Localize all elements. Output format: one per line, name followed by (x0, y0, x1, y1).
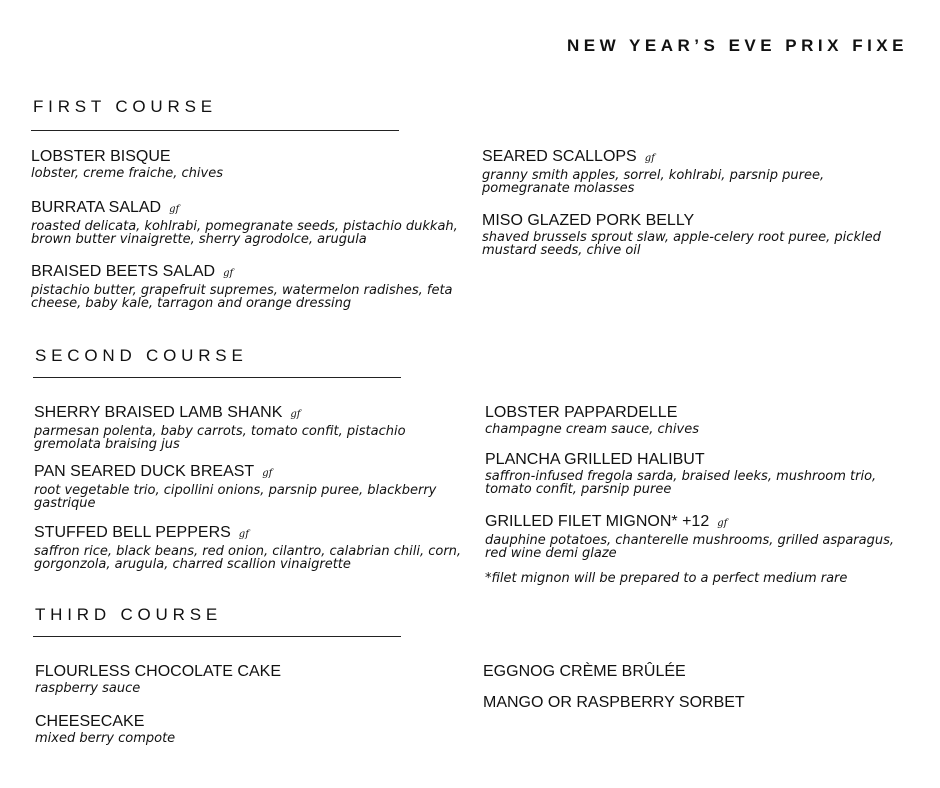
dish-name: FLOURLESS CHOCOLATE CAKE (35, 663, 281, 680)
dish-name: SHERRY BRAISED LAMB SHANK gf (34, 404, 301, 421)
gluten-free-badge: gf (262, 468, 273, 479)
dish-description: dauphine potatoes, chanterelle mushrooms, grilled asparagus, red wine demi glaze (485, 533, 895, 561)
dish-name: EGGNOG CRÈME BRÛLÉE (483, 663, 686, 680)
dish-stuffed-bell-peppers (34, 523, 464, 571)
dish-lobster-pappardelle (485, 403, 915, 436)
second-course-heading: SECOND COURSE (35, 346, 248, 365)
dish-flourless-chocolate-cake (35, 662, 465, 695)
gluten-free-badge: gf (290, 409, 301, 420)
dish-name: PAN SEARED DUCK BREAST gf (34, 463, 273, 480)
dish-mango-or-raspberry-sorbet (483, 693, 913, 712)
dish-seared-scallops (482, 147, 912, 195)
gluten-free-badge: gf (644, 153, 655, 164)
dish-plancha-grilled-halibut (485, 450, 915, 496)
dish-cheesecake (35, 712, 465, 745)
dish-description: saffron rice, black beans, red onion, cilantro, calabrian chili, corn, gorgonzola, arugula, charred scallion vinaigrette (34, 544, 462, 572)
dish-braised-beets-salad (31, 262, 461, 310)
dish-name: LOBSTER BISQUE (31, 148, 171, 165)
dish-name: PLANCHA GRILLED HALIBUT (485, 451, 705, 468)
first-course-heading: FIRST COURSE (33, 97, 217, 116)
filet-mignon-note: *filet mignon will be prepared to a perfect medium rare (485, 571, 848, 586)
dish-description: mixed berry compote (35, 731, 176, 746)
gluten-free-badge: gf (717, 518, 728, 529)
dish-name: BRAISED BEETS SALAD gf (31, 263, 234, 280)
gluten-free-badge: gf (238, 529, 249, 540)
dish-description: shaved brussels sprout slaw, apple-celery root puree, pickled mustard seeds, chive oil (482, 230, 881, 258)
third-course-heading: THIRD COURSE (35, 605, 222, 624)
dish-miso-glazed-pork-belly (482, 211, 912, 257)
dish-burrata-salad (31, 198, 461, 246)
dish-name: BURRATA SALAD gf (31, 199, 180, 216)
dish-description: champagne cream sauce, chives (485, 422, 699, 437)
gluten-free-badge: gf (223, 268, 234, 279)
dish-description: raspberry sauce (35, 681, 141, 696)
dish-lobster-bisque (31, 147, 461, 180)
dish-description: lobster, creme fraiche, chives (31, 166, 223, 181)
second-course-divider (33, 377, 401, 378)
dish-description: pistachio butter, grapefruit supremes, watermelon radishes, feta cheese, baby kale, tarragon and orange dressing (31, 283, 453, 311)
dish-pan-seared-duck-breast (34, 462, 464, 510)
dish-description: roasted delicata, kohlrabi, pomegranate seeds, pistachio dukkah, brown butter vinaigrette, sherry agrodolce, arugula (31, 219, 458, 247)
dish-name: STUFFED BELL PEPPERS gf (34, 524, 249, 541)
dish-name: MISO GLAZED PORK BELLY (482, 212, 695, 229)
dish-description: root vegetable trio, cipollini onions, parsnip puree, blackberry gastrique (34, 483, 437, 511)
dish-description: parmesan polenta, baby carrots, tomato confit, pistachio gremolata braising jus (34, 424, 406, 452)
dish-name: SEARED SCALLOPS gf (482, 148, 655, 165)
third-course-divider (33, 636, 401, 637)
dish-description: granny smith apples, sorrel, kohlrabi, parsnip puree, pomegranate molasses (482, 168, 825, 196)
dish-name: CHEESECAKE (35, 713, 145, 730)
dish-description: saffron-infused fregola sarda, braised leeks, mushroom trio, tomato confit, parsnip puree (485, 469, 877, 497)
dish-eggnog-creme-brulee (483, 662, 913, 681)
dish-name: LOBSTER PAPPARDELLE (485, 404, 678, 421)
dish-name: MANGO OR RASPBERRY SORBET (483, 694, 745, 711)
dish-name: GRILLED FILET MIGNON* +12 gf (485, 513, 728, 530)
gluten-free-badge: gf (169, 204, 180, 215)
dish-grilled-filet-mignon (485, 512, 915, 560)
menu-title: NEW YEAR’S EVE PRIX FIXE (566, 36, 908, 55)
dish-sherry-braised-lamb-shank (34, 403, 464, 451)
first-course-divider (31, 130, 399, 131)
